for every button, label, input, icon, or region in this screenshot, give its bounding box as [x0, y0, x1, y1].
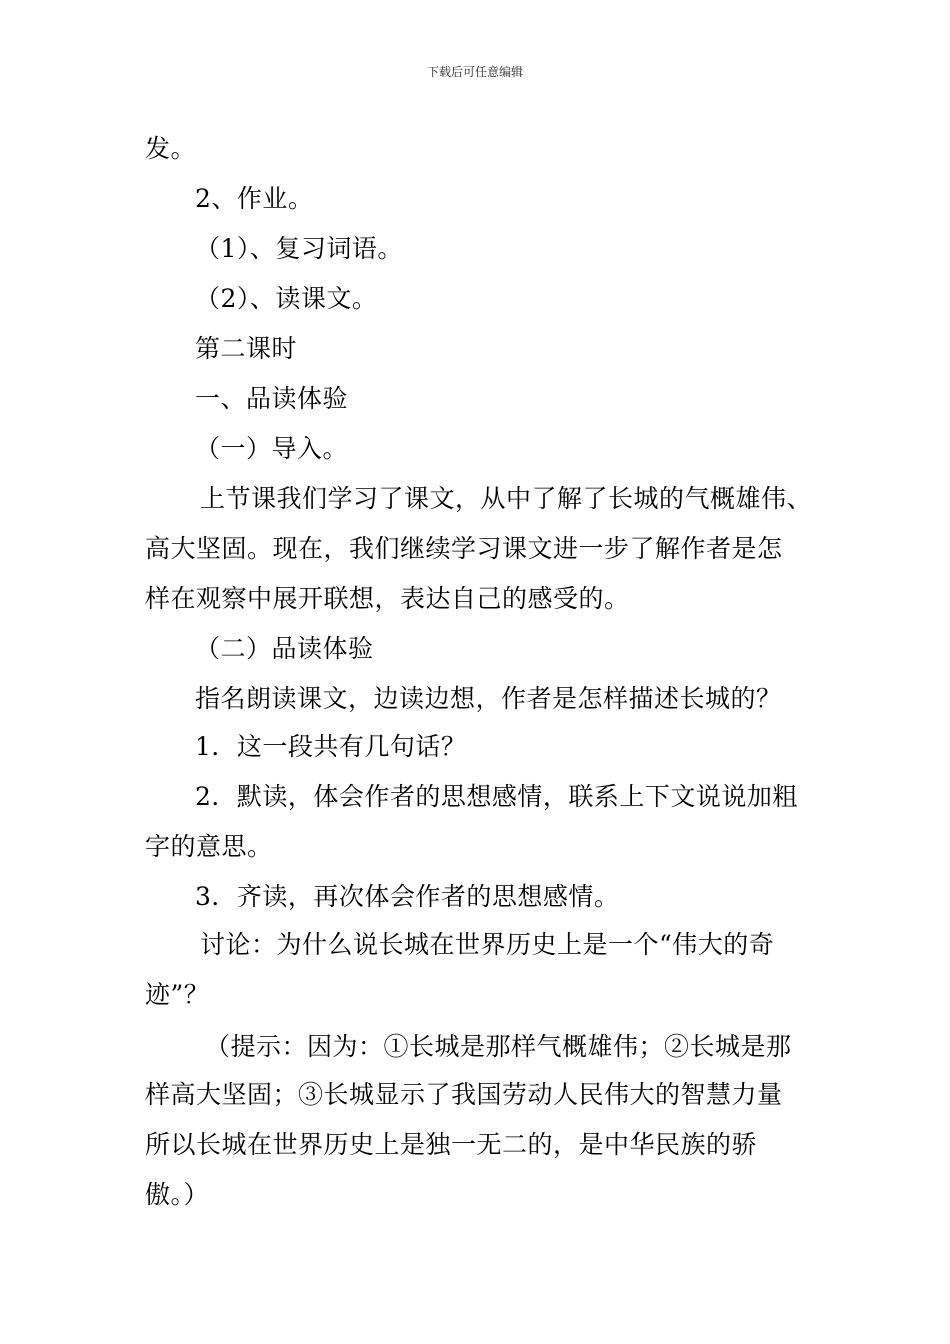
text-line: 上节课我们学习了课文，从中了解了长城的气概雄伟、: [200, 484, 813, 513]
page-header: 下载后可任意编辑: [426, 65, 523, 79]
text-line: （提示：因为：①长城是那样气概雄伟；②长城是那: [205, 1032, 792, 1061]
text-line: 傲。）: [145, 1180, 210, 1209]
text-line: 所以长城在世界历史上是独一无二的，是中华民族的骄: [145, 1130, 758, 1159]
text-line: 第二课时: [195, 334, 298, 363]
text-line: 3．齐读，再次体会作者的思想感情。: [195, 882, 620, 911]
text-line: 指名朗读课文，边读边想，作者是怎样描述长城的？: [195, 684, 782, 713]
text-line: 样在观察中展开联想，表达自己的感受的。: [145, 584, 630, 613]
text-line: 讨论：为什么说长城在世界历史上是一个“伟大的奇: [200, 930, 775, 959]
text-line: （二）品读体验: [195, 634, 374, 663]
text-line: （1）、复习词语。: [195, 234, 403, 263]
text-line: 1．这一段共有几句话？: [195, 732, 467, 761]
text-line: 2、作业。: [195, 184, 314, 213]
text-line: 迹”？: [145, 980, 210, 1009]
text-line: （一）导入。: [195, 434, 349, 463]
text-line: 发。: [145, 134, 197, 163]
text-line: 字的意思。: [145, 832, 273, 861]
text-line: 一、品读体验: [195, 384, 349, 413]
text-line: 2．默读，体会作者的思想感情，联系上下文说说加粗: [195, 782, 798, 811]
text-line: （2）、读课文。: [195, 284, 378, 313]
text-line: 样高大坚固；③长城显示了我国劳动人民伟大的智慧力量: [145, 1080, 783, 1109]
text-line: 高大坚固。现在，我们继续学习课文进一步了解作者是怎: [145, 534, 783, 563]
